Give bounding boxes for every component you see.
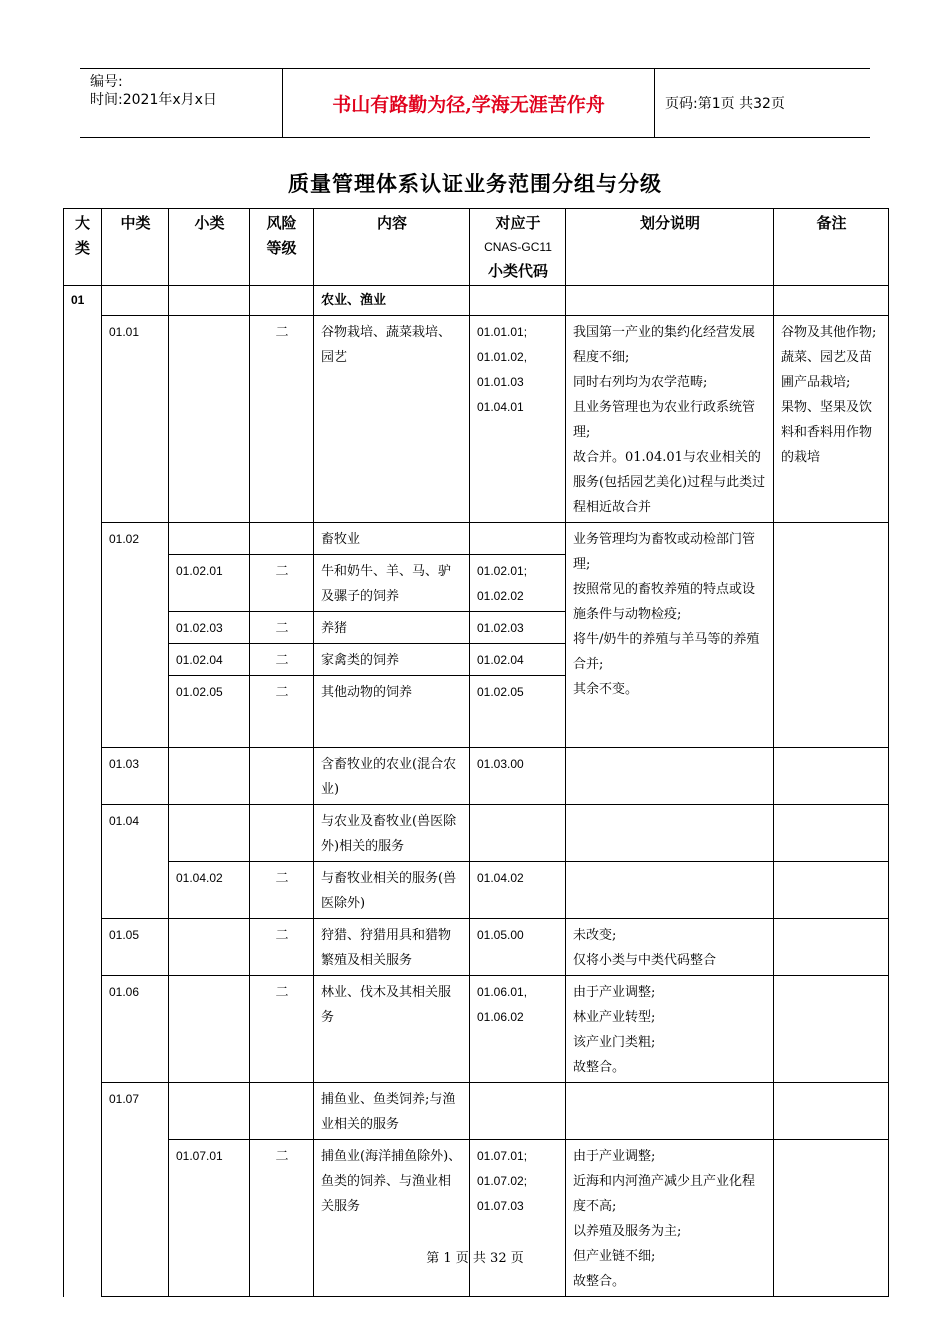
cell [169, 919, 250, 976]
content-cell: 牛和奶牛、羊、马、驴及骡子的饲养 [314, 555, 470, 612]
major-span-cell [64, 805, 102, 862]
major-span-cell [64, 919, 102, 976]
cell [566, 748, 774, 805]
cell [102, 286, 169, 316]
cell [774, 748, 889, 805]
code-line: 01.07.01; [477, 1149, 528, 1163]
cell [169, 316, 250, 523]
explain-line: 由于产业调整; [573, 985, 656, 1000]
cell [250, 805, 314, 862]
codes-cell [470, 1140, 566, 1297]
explain-cell [566, 976, 774, 1083]
content-cell: 林业、伐木及其相关服务 [314, 976, 470, 1083]
content-cell: 养猪 [314, 612, 470, 644]
major-span-cell [64, 523, 102, 555]
risk-cell: 二 [250, 612, 314, 644]
explain-cell [566, 919, 774, 976]
middle-code: 01.03 [102, 748, 169, 805]
number-label: 编号: [90, 74, 123, 90]
cell [566, 286, 774, 316]
table-row [64, 1140, 889, 1297]
minor-code: 01.02.01 [169, 555, 250, 612]
col-major: 大类 [64, 209, 102, 286]
risk-cell: 二 [250, 676, 314, 748]
middle-code: 01.01 [102, 316, 169, 523]
cell [566, 805, 774, 862]
table-row [64, 805, 889, 862]
content-cell: 捕鱼业(海洋捕鱼除外)、鱼类的饲养、与渔业相关服务 [314, 1140, 470, 1297]
cell [470, 523, 566, 555]
cell [250, 523, 314, 555]
table-row [64, 286, 889, 316]
cell [566, 862, 774, 919]
codes-cell: 01.05.00 [470, 919, 566, 976]
content-cell: 农业、渔业 [314, 286, 470, 316]
codes-cell: 01.02.04 [470, 644, 566, 676]
code-line: 01.06.02 [477, 1010, 524, 1024]
risk-cell: 二 [250, 862, 314, 919]
document-header [80, 68, 870, 138]
risk-cell: 二 [250, 919, 314, 976]
col-middle: 中类 [102, 209, 169, 286]
code-line: 01.01.01; [477, 325, 528, 339]
code-line: 01.02.01; [477, 564, 528, 578]
explain-line: 未改变; [573, 928, 617, 943]
cell [470, 1083, 566, 1140]
explain-line: 但产业链不细; [573, 1249, 656, 1264]
explain-line: 将牛/奶牛的养殖与羊马等的养殖合并; [573, 632, 760, 672]
content-cell: 捕鱼业、鱼类饲养;与渔业相关的服务 [314, 1083, 470, 1140]
corr-line1: 对应于 [495, 214, 541, 232]
remark-line: 谷物及其他作物; [781, 325, 877, 340]
major-span-cell [64, 555, 102, 612]
table-row [64, 919, 889, 976]
codes-cell [470, 316, 566, 523]
content-cell: 畜牧业 [314, 523, 470, 555]
major-span-cell [64, 1083, 102, 1140]
table-row [64, 976, 889, 1083]
content-cell: 其他动物的饲养 [314, 676, 470, 748]
col-content: 内容 [314, 209, 470, 286]
col-minor: 小类 [169, 209, 250, 286]
scope-table [63, 208, 889, 1297]
cell [566, 1083, 774, 1140]
cell [169, 286, 250, 316]
cell [774, 1140, 889, 1297]
col-remark: 备注 [774, 209, 889, 286]
header-page-cell [655, 69, 870, 137]
code-line: 01.07.03 [477, 1199, 524, 1213]
code-line: 01.01.03 [477, 375, 524, 389]
table-row [64, 523, 889, 555]
content-cell: 家禽类的饲养 [314, 644, 470, 676]
minor-code: 01.02.03 [169, 612, 250, 644]
remark-cell [774, 316, 889, 523]
header-motto: 书山有路勤为径,学海无涯苦作舟 [332, 93, 605, 116]
col-risk: 风险等级 [250, 209, 314, 286]
corr-line2: CNAS-GC11 [484, 240, 552, 254]
middle-code: 01.06 [102, 976, 169, 1083]
explain-line: 林业产业转型; [573, 1010, 656, 1025]
table-row [64, 316, 889, 523]
risk-cell: 二 [250, 976, 314, 1083]
middle-code: 01.04 [102, 805, 169, 919]
code-line: 01.02.02 [477, 589, 524, 603]
cell [169, 805, 250, 862]
codes-cell [470, 976, 566, 1083]
explain-line: 按照常见的畜牧养殖的特点或设施条件与动物检疫; [573, 582, 756, 622]
explain-cell [566, 316, 774, 523]
header-left-cell [80, 69, 282, 137]
risk-cell: 二 [250, 1140, 314, 1297]
explain-line: 故整合。 [573, 1060, 626, 1075]
code-line: 01.07.02; [477, 1174, 528, 1188]
cell [774, 919, 889, 976]
remark-cell [774, 523, 889, 748]
minor-code: 01.04.02 [169, 862, 250, 919]
code-line: 01.06.01, [477, 985, 528, 999]
explain-cell [566, 523, 774, 748]
codes-cell: 01.04.02 [470, 862, 566, 919]
explain-line: 且业务管理也为农业行政系统管理; [573, 400, 756, 440]
cell [470, 805, 566, 862]
page-footer: 第 1 页 共 32 页 [426, 1251, 524, 1266]
explain-line: 近海和内河渔产减少且产业化程度不高; [573, 1174, 756, 1214]
cell [470, 286, 566, 316]
remark-line: 蔬菜、园艺及苗圃产品栽培; [781, 350, 873, 390]
major-span-cell [64, 976, 102, 1083]
major-span-cell [64, 676, 102, 748]
cell [250, 748, 314, 805]
cell [169, 748, 250, 805]
minor-code: 01.02.04 [169, 644, 250, 676]
table-row [64, 748, 889, 805]
content-cell: 谷物栽培、蔬菜栽培、园艺 [314, 316, 470, 523]
cell [169, 1083, 250, 1140]
explain-line: 仅将小类与中类代码整合 [573, 953, 717, 968]
explain-line: 故合并。01.04.01与农业相关的服务(包括园艺美化)过程与此类过程相近故合并 [573, 450, 766, 515]
explain-line: 故整合。 [573, 1274, 626, 1289]
table-row [64, 1083, 889, 1140]
col-explain: 划分说明 [566, 209, 774, 286]
major-span-cell [64, 316, 102, 523]
major-span-cell [64, 644, 102, 676]
risk-cell: 二 [250, 316, 314, 523]
risk-cell: 二 [250, 644, 314, 676]
major-span-cell [64, 748, 102, 805]
codes-cell [470, 555, 566, 612]
code-line: 01.01.02, [477, 350, 528, 364]
major-code: 01 [64, 286, 102, 316]
explain-line: 以养殖及服务为主; [573, 1224, 682, 1239]
cell [250, 286, 314, 316]
code-line: 01.04.01 [477, 400, 524, 414]
middle-code: 01.07 [102, 1083, 169, 1297]
explain-line: 业务管理均为畜牧或动检部门管理; [573, 532, 756, 572]
corr-line3: 小类代码 [487, 262, 548, 280]
time-label: 时间:2021年x月x日 [90, 92, 217, 108]
risk-cell: 二 [250, 555, 314, 612]
explain-line: 我国第一产业的集约化经营发展程度不细; [573, 325, 756, 365]
remark-line: 果物、坚果及饮料和香料用作物的栽培 [781, 400, 873, 465]
explain-cell [566, 1140, 774, 1297]
cell [774, 862, 889, 919]
content-cell: 狩猎、狩猎用具和猎物繁殖及相关服务 [314, 919, 470, 976]
major-span-cell [64, 612, 102, 644]
header-motto-cell [282, 69, 655, 137]
page-info: 页码:第1页 共32页 [665, 96, 785, 112]
col-corresponding [470, 209, 566, 286]
cell [169, 523, 250, 555]
major-span-cell [64, 1140, 102, 1297]
cell [774, 976, 889, 1083]
codes-cell: 01.02.03 [470, 612, 566, 644]
content-cell: 与农业及畜牧业(兽医除外)相关的服务 [314, 805, 470, 862]
codes-cell: 01.02.05 [470, 676, 566, 748]
table-row [64, 862, 889, 919]
middle-code: 01.05 [102, 919, 169, 976]
cell [774, 286, 889, 316]
document-title: 质量管理体系认证业务范围分组与分级 [288, 171, 662, 196]
minor-code: 01.02.05 [169, 676, 250, 748]
content-cell: 与畜牧业相关的服务(兽医除外) [314, 862, 470, 919]
explain-line: 其余不变。 [573, 682, 639, 697]
codes-cell: 01.03.00 [470, 748, 566, 805]
explain-line: 该产业门类粗; [573, 1035, 656, 1050]
explain-line: 由于产业调整; [573, 1149, 656, 1164]
minor-code: 01.07.01 [169, 1140, 250, 1297]
content-cell: 含畜牧业的农业(混合农业) [314, 748, 470, 805]
cell [774, 805, 889, 862]
cell [169, 976, 250, 1083]
cell [774, 1083, 889, 1140]
cell [250, 1083, 314, 1140]
middle-code: 01.02 [102, 523, 169, 748]
explain-line: 同时右列均为农学范畴; [573, 375, 708, 390]
table-header-row [64, 209, 889, 286]
major-span-cell [64, 862, 102, 919]
